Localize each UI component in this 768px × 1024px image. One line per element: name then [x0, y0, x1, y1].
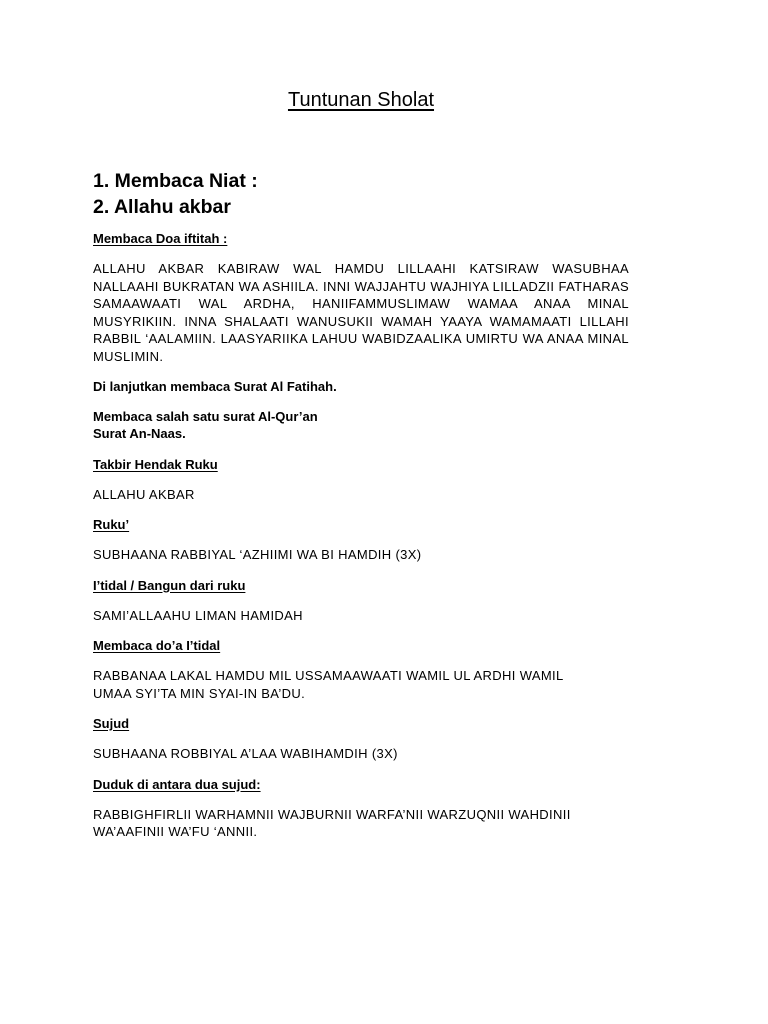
itidal-heading: I’tidal / Bangun dari ruku: [93, 577, 246, 593]
document-body: [93, 168, 629, 854]
document-title: Tuntunan Sholat: [287, 89, 435, 111]
fatihah-instruction: Di lanjutkan membaca Surat Al Fatihah.: [93, 379, 337, 394]
surat-instruction: [93, 408, 629, 443]
step-list: [93, 168, 629, 220]
step-allahu-akbar: 2. Allahu akbar: [93, 196, 231, 218]
duduk-line-2: WA’AAFINII WA’FU ‘ANNII.: [93, 824, 258, 839]
doa-itidal-heading: Membaca do’a I’tidal: [93, 638, 221, 653]
sujud-heading: Sujud: [93, 716, 130, 731]
iftitah-text: ALLAHU AKBAR KABIRAW WAL HAMDU LILLAAHI KATSIRAW WASUBHAA NALLAAHI BUKRATAN WA ASHIILA. INNI WAJJAHTU WAJHIYA LILLADZII FATHARAS SAMAAWAATI WAL ARDHA, HANIIFAMMUSLIMAW WAMAA ANAA MINAL MUSYRIKIIN. INNA SHALAATI WANUSUKII WAMAH YAAYA WAMAMAATI LILLAHI RABBIL ‘AALAMIIN. LAASYARIIKA LAHUU WABIDZAALIKA UMIRTU WA ANAA MINAL MUSLIMIN.: [93, 261, 629, 364]
ruku-text: SUBHAANA RABBIYAL ‘AZHIIMI WA BI HAMDIH (3X): [93, 547, 422, 562]
duduk-line-1: RABBIGHFIRLII WARHAMNII WAJBURNII WARFA’NII WARZUQNII WAHDINII: [93, 806, 571, 822]
surat-line-1: Membaca salah satu surat Al-Qur’an: [93, 408, 318, 424]
surat-line-2: Surat An-Naas.: [93, 426, 186, 441]
step-niat: 1. Membaca Niat :: [93, 170, 258, 192]
iftitah-heading: Membaca Doa iftitah :: [93, 231, 228, 246]
itidal-text: SAMI’ALLAAHU LIMAN HAMIDAH: [93, 607, 303, 623]
takbir-text: ALLAHU AKBAR: [93, 486, 195, 502]
duduk-text: [93, 806, 629, 841]
ruku-heading: Ruku’: [93, 517, 130, 532]
duduk-heading: Duduk di antara dua sujud:: [93, 776, 261, 792]
doa-itidal-text: [93, 667, 629, 702]
doa-itidal-line-1: RABBANAA LAKAL HAMDU MIL USSAMAAWAATI WAMIL UL ARDHI WAMIL: [93, 668, 564, 683]
sujud-text: SUBHAANA ROBBIYAL A’LAA WABIHAMDIH (3X): [93, 746, 398, 761]
doa-itidal-line-2: UMAA SYI’TA MIN SYAI-IN BA’DU.: [93, 685, 306, 701]
takbir-heading: Takbir Hendak Ruku: [93, 456, 218, 472]
